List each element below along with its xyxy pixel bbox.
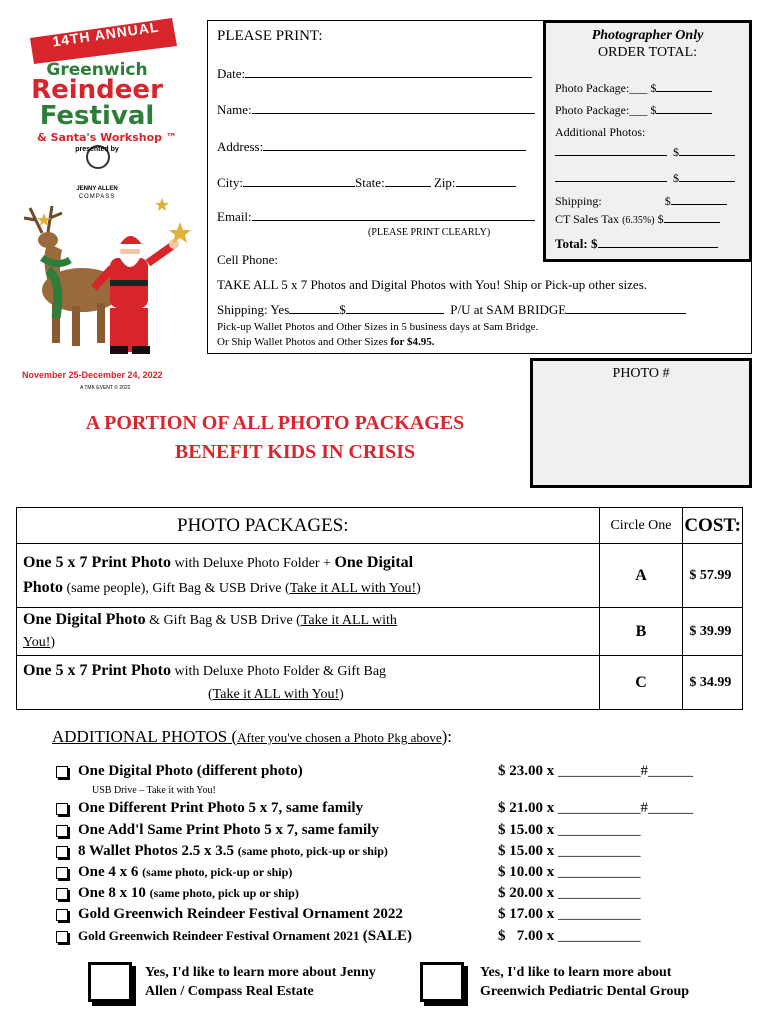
additional-item-price-text: $ 17.00 x (498, 906, 555, 922)
circle-one-header: Circle One (599, 508, 683, 544)
package-row-a[interactable] (17, 544, 743, 608)
additional-heading-sub: After you've chosen a Photo Pkg above (237, 730, 442, 745)
photo-package-2-label: Photo Package:___ $ (555, 103, 657, 117)
additional-item-price[interactable] (498, 800, 693, 817)
additional-item-row[interactable] (56, 928, 412, 945)
package-a-part: with Deluxe Photo Folder + (171, 555, 335, 571)
package-row-b[interactable] (17, 608, 743, 656)
package-b-part: ) (50, 635, 56, 650)
package-b-part: Take it ALL with (300, 613, 397, 628)
city-label: City: (217, 175, 244, 190)
additional-item-label: 8 Wallet Photos 2.5 x 3.5 (78, 843, 238, 859)
benefit-line-1: A PORTION OF ALL PHOTO PACKAGES (85, 412, 465, 434)
package-b-letter[interactable]: B (599, 608, 683, 656)
photo-packages-table (16, 507, 743, 710)
please-print-heading: PLEASE PRINT: (217, 28, 323, 44)
package-c-letter[interactable]: C (599, 656, 683, 710)
package-a-part: ) (416, 580, 421, 596)
packages-header: PHOTO PACKAGES: (17, 508, 600, 544)
additional-heading-end: ): (441, 727, 453, 746)
logo-greenwich-text: Greenwich (46, 60, 148, 80)
additional-item-price[interactable] (498, 885, 641, 902)
address-field[interactable] (217, 139, 526, 155)
additional-item-row[interactable] (56, 822, 379, 839)
package-b-part: & Gift Bag & USB Drive ( (145, 613, 301, 628)
shipping-pickup-field[interactable] (217, 302, 686, 318)
ship-note (217, 336, 434, 348)
additional-item-quantity-blank[interactable]: ___________ (558, 843, 641, 859)
logo-reindeer-text: Reindeer (31, 75, 163, 105)
checkbox-icon[interactable] (56, 803, 68, 815)
pediatric-dental-optin-label (480, 963, 689, 1001)
additional-photos-heading (52, 727, 452, 747)
shipping-line[interactable] (555, 194, 727, 209)
additional-item-price[interactable] (498, 843, 641, 860)
ct-sales-tax-line[interactable] (555, 212, 720, 227)
checkbox-icon[interactable] (56, 867, 68, 879)
please-print-clearly-note: (PLEASE PRINT CLEARLY) (368, 227, 491, 238)
additional-item-label: Gold Greenwich Reindeer Festival Ornament 2022 (78, 906, 403, 922)
package-b-part: One Digital Photo (23, 611, 146, 628)
package-c-description (17, 656, 600, 710)
additional-item-quantity-blank[interactable]: ___________ (558, 822, 641, 838)
cell-phone-label: Cell Phone: (217, 252, 279, 267)
usb-drive-note: USB Drive – Take it with You! (92, 785, 216, 796)
additional-item-label: Gold Greenwich Reindeer Festival Ornament 2021 (78, 928, 363, 943)
photo-package-line-1[interactable] (555, 81, 712, 96)
package-c-part: ) (339, 687, 344, 702)
reindeer-santa-illustration (24, 198, 191, 354)
additional-item-label: One Add'l Same Print Photo 5 x 7, same family (78, 822, 379, 838)
package-b-price: $ 39.99 (683, 608, 743, 656)
packages-header-row (17, 508, 743, 544)
additional-item-price[interactable] (498, 822, 641, 839)
additional-dollar-2: $ (673, 171, 679, 185)
photo-number-label: PHOTO # (612, 366, 670, 381)
total-label: Total: $ (555, 236, 598, 251)
additional-item-row[interactable] (56, 763, 303, 780)
checkbox-icon[interactable] (56, 909, 68, 921)
additional-item-price-text: $ 21.00 x (498, 800, 555, 816)
package-b-part: You! (23, 635, 51, 650)
name-field[interactable] (217, 102, 535, 118)
state-label: State: (355, 175, 385, 190)
address-label: Address: (217, 139, 264, 154)
additional-heading-text: ADDITIONAL PHOTOS ( (52, 727, 238, 746)
package-a-letter[interactable]: A (599, 544, 683, 608)
jenny-allen-optin-line1: Yes, I'd like to learn more about Jenny (145, 965, 376, 980)
pediatric-dental-optin-line1: Yes, I'd like to learn more about (480, 965, 672, 980)
additional-item-label: One Digital Photo (different photo) (78, 763, 303, 779)
package-a-part: Take it ALL with You! (289, 580, 417, 596)
tax-dollar: $ (657, 212, 664, 226)
cell-phone-field[interactable] (217, 252, 278, 268)
additional-item-row[interactable] (56, 800, 363, 817)
ship-note-text: Or Ship Wallet Photos and Other Sizes (217, 336, 391, 348)
benefit-line-2: BENEFIT KIDS IN CRISIS (174, 441, 416, 463)
jenny-allen-optin-label (145, 963, 376, 1001)
additional-item-price-text: $ 15.00 x (498, 843, 555, 859)
additional-item-price[interactable] (498, 928, 641, 945)
pickup-sam-bridge-label: P/U at SAM BRIDGE (450, 302, 567, 317)
package-c-part: ( (208, 687, 213, 702)
additional-photos-line-1[interactable] (555, 145, 735, 160)
photo-package-1-label: Photo Package:___ $ (555, 81, 657, 95)
package-c-part: One 5 x 7 Print Photo (23, 662, 171, 679)
logo-festival-text: Festival (39, 101, 155, 131)
date-field[interactable] (217, 66, 532, 82)
date-label: Date: (217, 66, 246, 81)
logo-presented-by-text: presented by (75, 146, 119, 153)
additional-item-quantity-blank[interactable]: ___________ (558, 885, 641, 901)
additional-item-price-text: $ 10.00 x (498, 864, 555, 880)
checkbox-icon[interactable] (56, 931, 68, 943)
name-label: Name: (217, 102, 252, 117)
additional-dollar-1: $ (673, 145, 679, 159)
logo-event-by-text: A TMK EVENT © 2022 (80, 385, 131, 391)
pediatric-dental-optin-line2: Greenwich Pediatric Dental Group (480, 984, 690, 999)
additional-item-note: (same photo, pick up or ship) (149, 886, 299, 900)
logo-santas-workshop-text: & Santa's Workshop ™ (37, 131, 177, 144)
package-a-part: One Digital (334, 553, 414, 571)
zip-label: Zip: (433, 175, 456, 190)
additional-item-quantity-blank[interactable]: ___________ (558, 906, 641, 922)
additional-photos-label: Additional Photos: (555, 125, 646, 139)
additional-item-row[interactable] (56, 885, 299, 902)
additional-item-row[interactable] (56, 906, 403, 923)
jenny-allen-optin-checkbox[interactable] (88, 962, 132, 1002)
additional-item-label: One Different Print Photo 5 x 7, same family (78, 800, 364, 816)
package-a-part: (same people), Gift Bag & USB Drive ( (63, 580, 290, 596)
shipping-yes-label: Shipping: Yes (217, 302, 290, 317)
photographer-only-title: Photographer Only (591, 28, 704, 43)
additional-photos-line-2[interactable] (555, 171, 735, 186)
package-c-price: $ 34.99 (683, 656, 743, 710)
logo-dates-text: November 25-December 24, 2022 (22, 370, 163, 380)
logo-annual-text: 14TH ANNUAL (51, 18, 161, 50)
city-state-zip-field[interactable] (217, 175, 516, 191)
checkbox-icon[interactable] (56, 846, 68, 858)
package-a-part: Photo (23, 578, 63, 596)
additional-item-note: (same photo, pick-up or ship) (142, 865, 293, 879)
additional-item-quantity-blank[interactable]: ___________#______ (558, 763, 693, 779)
additional-item-price-text: $ 7.00 x (498, 928, 555, 944)
logo-sponsor-line2: COMPASS (78, 194, 116, 200)
additional-item-note: (SALE) (362, 928, 412, 944)
checkbox-icon[interactable] (56, 888, 68, 900)
additional-item-quantity-blank[interactable]: ___________ (558, 864, 641, 880)
package-c-part: with Deluxe Photo Folder & Gift Bag (171, 664, 387, 679)
festival-logo (22, 18, 192, 398)
additional-item-label: One 4 x 6 (78, 864, 143, 880)
photo-package-line-2[interactable] (555, 103, 712, 118)
ct-sales-tax-label: CT Sales Tax (555, 212, 620, 226)
total-line[interactable] (555, 236, 718, 252)
checkbox-icon[interactable] (56, 825, 68, 837)
additional-item-quantity-blank[interactable]: ___________#______ (558, 800, 693, 816)
additional-item-label: One 8 x 10 (78, 885, 150, 901)
email-field[interactable] (217, 209, 535, 225)
shipping-dollar: $ (339, 302, 346, 317)
shipping-dollar-photog: $ (664, 194, 671, 208)
package-row-c[interactable] (17, 656, 743, 710)
additional-item-row[interactable] (56, 864, 292, 881)
additional-item-note: (same photo, pick-up or ship) (237, 844, 388, 858)
additional-item-row[interactable] (56, 843, 388, 860)
package-b-description (17, 608, 600, 656)
take-all-note: TAKE ALL 5 x 7 Photos and Digital Photos with You! Ship or Pick-up other sizes. (217, 277, 648, 292)
shipping-label: Shipping: (555, 194, 602, 208)
order-total-heading: ORDER TOTAL: (597, 45, 698, 60)
checkbox-icon[interactable] (56, 766, 68, 778)
package-a-price: $ 57.99 (683, 544, 743, 608)
email-label: Email: (217, 209, 252, 224)
jenny-allen-optin-line2: Allen / Compass Real Estate (145, 984, 314, 999)
cost-header: COST: (683, 508, 743, 544)
additional-item-price-text: $ 15.00 x (498, 822, 555, 838)
additional-item-price-text: $ 23.00 x (498, 763, 555, 779)
ship-note-price: for $4.95. (390, 336, 435, 348)
logo-sponsor-line1: JENNY ALLEN (76, 186, 118, 192)
additional-item-price[interactable] (498, 906, 641, 923)
tax-rate: (6.35%) (622, 215, 655, 226)
pediatric-dental-optin-checkbox[interactable] (420, 962, 464, 1002)
package-a-part: One 5 x 7 Print Photo (23, 553, 171, 571)
package-c-part: Take it ALL with You! (212, 687, 340, 702)
additional-item-quantity-blank[interactable]: ___________ (558, 928, 641, 944)
additional-item-price[interactable] (498, 864, 641, 881)
package-a-description (17, 544, 600, 608)
pickup-note: Pick-up Wallet Photos and Other Sizes in 5 business days at Sam Bridge. (217, 321, 539, 333)
additional-item-price[interactable] (498, 763, 693, 780)
additional-item-price-text: $ 20.00 x (498, 885, 555, 901)
